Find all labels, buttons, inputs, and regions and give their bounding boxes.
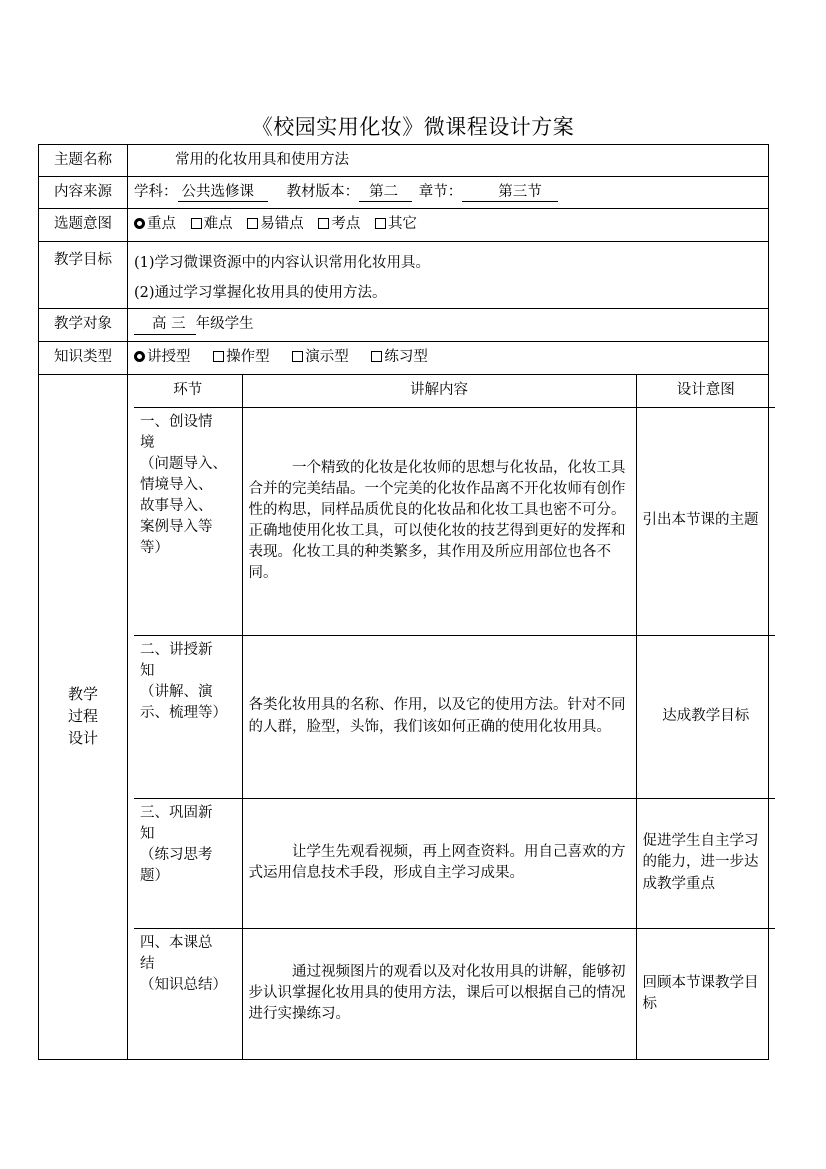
course-plan-table — [38, 144, 769, 1060]
source-value — [128, 177, 769, 209]
goal-item: (2)通过学习掌握化妆用具的使用方法。 — [134, 285, 387, 301]
knowledge-options — [128, 342, 769, 375]
intent-options — [128, 209, 769, 242]
radio-selected-icon — [134, 351, 145, 362]
row-process — [39, 375, 769, 1060]
checkbox-icon — [247, 218, 258, 229]
goals-label: 教学目标 — [39, 242, 128, 309]
knowledge-option-demo[interactable]: 演示型 — [292, 349, 349, 365]
intent-option-error-prone[interactable]: 易错点 — [247, 216, 304, 232]
process-cell — [128, 375, 769, 1060]
page-title: 《校园实用化妆》微课程设计方案 — [251, 115, 575, 139]
knowledge-option-lecture[interactable]: 讲授型 — [134, 349, 191, 365]
row-topic — [39, 145, 769, 177]
process-header-row — [134, 375, 775, 407]
header-content: 讲解内容 — [242, 375, 636, 407]
intent-option-difficult[interactable]: 难点 — [191, 216, 233, 232]
chapter-label: 章节： — [418, 183, 463, 200]
audience-suffix: 年级学生 — [195, 316, 254, 333]
subject-label: 学科： — [134, 183, 178, 200]
stage-intent: 引出本节课的主题 — [636, 407, 775, 635]
stage-intent: 促进学生自主学习的能力，进一步达成教学重点 — [636, 798, 775, 928]
stage-intent: 回顾本节课教学目标 — [636, 928, 775, 1059]
grade-value: 高 三 — [134, 316, 196, 334]
header-intent: 设计意图 — [636, 375, 775, 407]
row-goals — [39, 242, 769, 309]
knowledge-option-practice[interactable]: 练习型 — [371, 349, 428, 365]
row-intent — [39, 209, 769, 242]
intent-option-other[interactable]: 其它 — [375, 216, 417, 232]
stage-content: 让学生先观看视频，再上网查资料。用自己喜欢的方式运用信息技术手段，形成自主学习成果。 — [242, 798, 636, 928]
process-table — [134, 375, 775, 1059]
stage-name: 三、巩固新 知 （练习思考 题） — [134, 798, 242, 928]
topic-value: 常用的化妆用具和使用方法 — [128, 145, 769, 177]
process-stage-row — [134, 407, 775, 635]
intent-option-key[interactable]: 重点 — [134, 216, 176, 232]
goal-item: (1)学习微课资源中的内容认识常用化妆用具。 — [134, 255, 431, 271]
stage-name: 四、本课总 结 （知识总结） — [134, 928, 242, 1059]
checkbox-icon — [371, 351, 382, 362]
checkbox-icon — [318, 218, 329, 229]
process-stage-row — [134, 928, 775, 1059]
header-stage: 环节 — [134, 375, 242, 407]
chapter-value: 第三节 — [462, 184, 558, 202]
stage-name: 一、创设情 境 （问题导入、 情境导入、 故事导入、 案例导入等 等） — [134, 407, 242, 635]
checkbox-icon — [191, 218, 202, 229]
audience-value — [128, 309, 769, 342]
knowledge-option-operation[interactable]: 操作型 — [213, 349, 270, 365]
process-stage-row — [134, 798, 775, 928]
radio-selected-icon — [134, 218, 145, 229]
row-knowledge — [39, 342, 769, 375]
checkbox-icon — [292, 351, 303, 362]
intent-label: 选题意图 — [39, 209, 128, 242]
goals-list — [128, 242, 769, 309]
checkbox-icon — [375, 218, 386, 229]
stage-content: 一个精致的化妆是化妆师的思想与化妆品，化妆工具合并的完美结晶。一个完美的化妆作品离不开化妆师有创作性的构思，同样品质优良的化妆品和化妆工具也密不可分。正确地使用化妆工具，可以使化妆的技艺得到更好的发挥和表现。化妆工具的种类繁多，其作用及所应用部位也各不同。 — [242, 407, 636, 635]
stage-content: 通过视频图片的观看以及对化妆用具的讲解，能够初步认识掌握化妆用具的使用方法，课后可以根据自己的情况进行实操练习。 — [242, 928, 636, 1059]
source-label: 内容来源 — [39, 177, 128, 209]
topic-label: 主题名称 — [39, 145, 128, 177]
edition-value: 第二 — [359, 184, 412, 202]
row-audience — [39, 309, 769, 342]
checkbox-icon — [213, 351, 224, 362]
row-source — [39, 177, 769, 209]
stage-name: 二、讲授新 知 （讲解、演 示、梳理等） — [134, 635, 242, 798]
edition-label: 教材版本： — [286, 183, 360, 200]
subject-value: 公共选修课 — [178, 184, 269, 202]
audience-label: 教学对象 — [39, 309, 128, 342]
intent-option-exam[interactable]: 考点 — [318, 216, 360, 232]
stage-intent: 达成教学目标 — [636, 635, 775, 798]
process-stage-row — [134, 635, 775, 798]
process-side-label: 教学 过程 设计 — [39, 375, 128, 1060]
knowledge-label: 知识类型 — [39, 342, 128, 375]
stage-content: 各类化妆用具的名称、作用，以及它的使用方法。针对不同的人群，脸型，头饰，我们该如何正确的使用化妆用具。 — [242, 635, 636, 798]
